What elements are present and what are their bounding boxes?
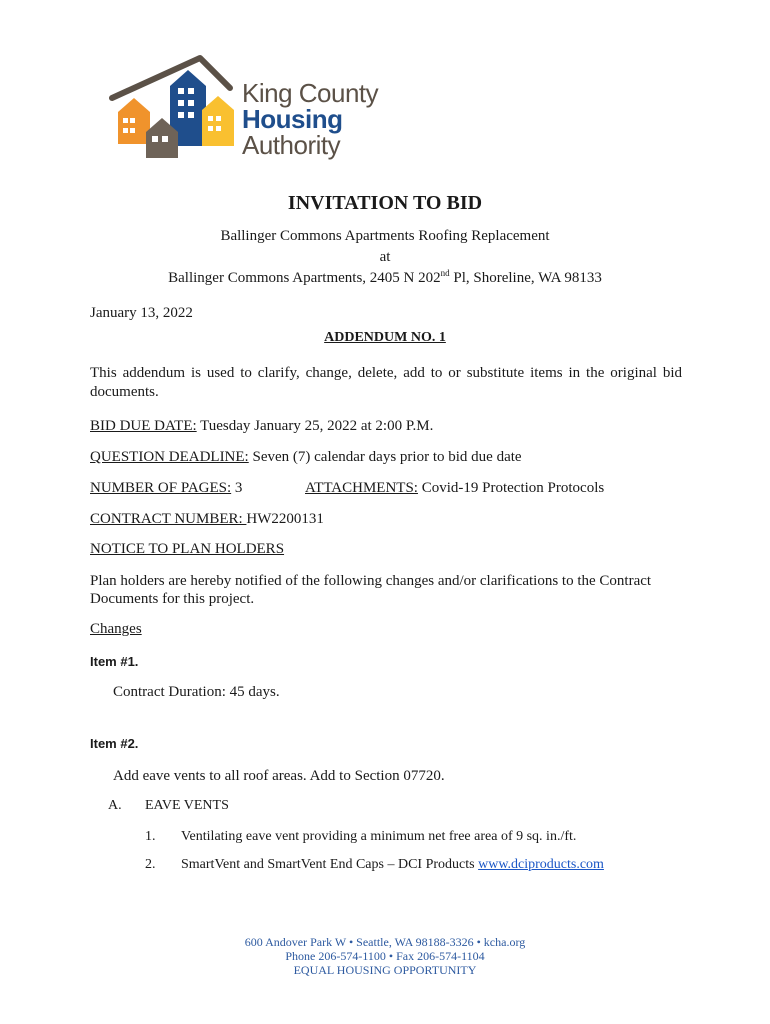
subitem-2-number: 2. (145, 857, 156, 872)
notice-paragraph: Plan holders are hereby notified of the following changes and/or clarifications to the Contract Documents for this project. (90, 573, 652, 607)
logo-line-1: King County (242, 78, 379, 108)
bid-due-date (90, 418, 433, 435)
section-a-letter: A. (108, 798, 122, 813)
logo-wordmark (242, 80, 378, 158)
question-deadline-value: Seven (7) calendar days prior to bid due date (248, 449, 522, 465)
subitem-1-number: 1. (145, 829, 156, 844)
footer-address: 600 Andover Park W • Seattle, WA 98188-3326 • kcha.org (244, 935, 526, 949)
item-2-heading: Item #2. (90, 736, 139, 751)
item-1-heading: Item #1. (90, 654, 139, 669)
address-superscript: nd (440, 268, 450, 278)
question-deadline (90, 449, 522, 466)
project-at: at (379, 249, 391, 265)
item-1-text: Contract Duration: 45 days. (113, 684, 280, 700)
subitem-2-line (181, 857, 604, 873)
item-2-text: Add eave vents to all roof areas. Add to Section 07720. (113, 768, 445, 784)
dci-products-link[interactable]: www.dciproducts.com (478, 857, 604, 872)
attachments (305, 480, 604, 497)
bid-due-value: Tuesday January 25, 2022 at 2:00 P.M. (196, 418, 434, 434)
contract-number (90, 511, 324, 528)
footer-equal-housing: EQUAL HOUSING OPPORTUNITY (293, 963, 477, 977)
bid-due-label: BID DUE DATE: (90, 418, 197, 434)
logo-line-2: Housing (242, 104, 343, 134)
contract-label: CONTRACT NUMBER: (90, 511, 247, 527)
address-text-end: Pl, Shoreline, WA 98133 (449, 270, 602, 286)
footer-phone: Phone 206-574-1100 • Fax 206-574-1104 (285, 949, 485, 963)
number-of-pages (90, 480, 242, 497)
document-date: January 13, 2022 (90, 305, 193, 321)
footer (0, 935, 770, 977)
address-text: Ballinger Commons Apartments, 2405 N 202 (168, 270, 441, 286)
project-address (0, 268, 770, 287)
kcha-logo-icon (108, 52, 240, 162)
changes-heading: Changes (90, 621, 142, 637)
notice-heading: NOTICE TO PLAN HOLDERS (90, 541, 285, 557)
logo-line-3: Authority (242, 130, 341, 160)
addendum-heading (0, 330, 770, 346)
pages-label: NUMBER OF PAGES: (90, 480, 232, 496)
attachments-label: ATTACHMENTS: (305, 480, 418, 496)
section-a-title: EAVE VENTS (145, 798, 229, 813)
subitem-2-text: SmartVent and SmartVent End Caps – DCI Products (181, 857, 479, 872)
addendum-heading-text: ADDENDUM NO. 1 (324, 330, 446, 345)
intro-paragraph: This addendum is used to clarify, change, delete, add to or substitute items in the original bid documents. (90, 365, 682, 400)
pages-value: 3 (231, 480, 243, 496)
subitem-1-text: Ventilating eave vent providing a minimum net free area of 9 sq. in./ft. (181, 829, 577, 844)
question-deadline-label: QUESTION DEADLINE: (90, 449, 249, 465)
document-title: INVITATION TO BID (287, 192, 483, 214)
attachments-value: Covid-19 Protection Protocols (417, 480, 605, 496)
contract-value: HW2200131 (246, 511, 324, 527)
project-name: Ballinger Commons Apartments Roofing Replacement (220, 228, 550, 244)
